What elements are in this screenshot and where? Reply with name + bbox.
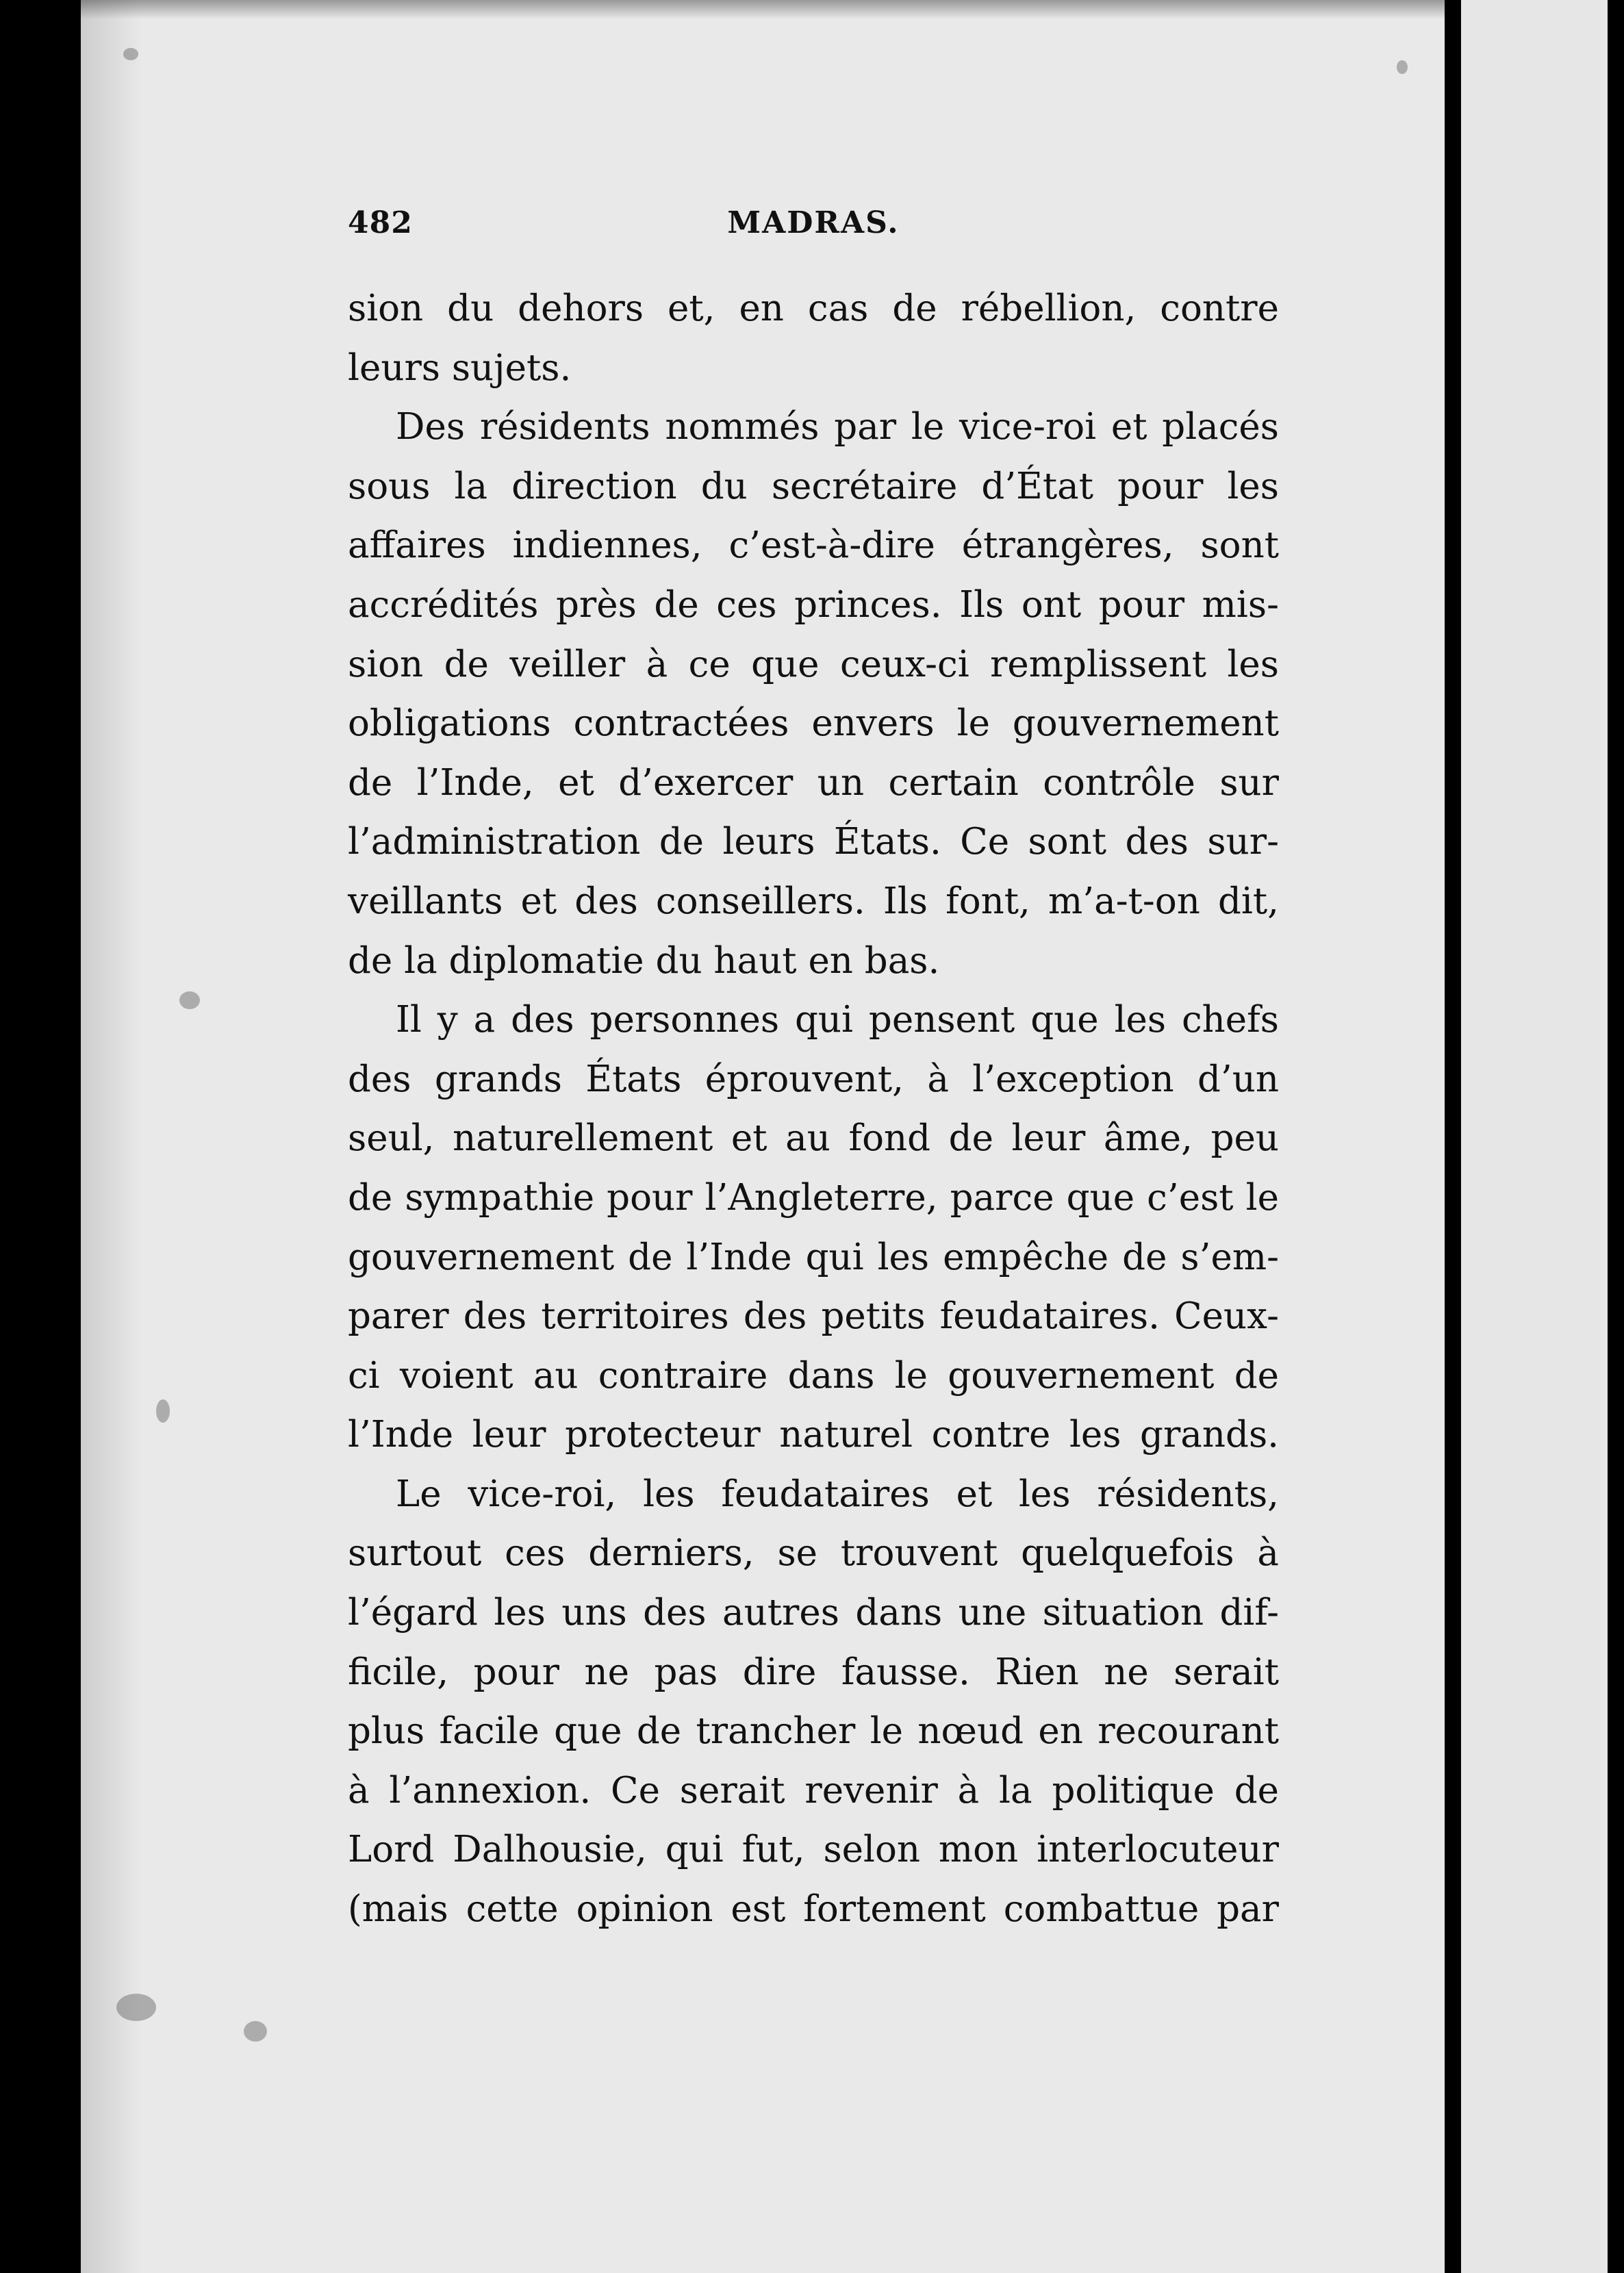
- page-number: 482: [348, 205, 413, 240]
- paper-speck: [156, 1399, 170, 1423]
- page-binding-shadow: [81, 0, 142, 2273]
- text-line: Lord Dalhousie, qui fut, selon mon interlocuteur: [348, 1829, 1279, 1871]
- text-line: l’Inde leur protecteur naturel contre les grands.: [348, 1414, 1279, 1456]
- paper-speck: [1397, 60, 1408, 74]
- paper-speck: [116, 1994, 156, 2021]
- text-line: sion de veiller à ce que ceux-ci remplissent les: [348, 643, 1279, 685]
- running-title: MADRAS.: [727, 205, 900, 240]
- text-line: des grands États éprouvent, à l’exception d’un: [348, 1058, 1279, 1100]
- text-line: veillants et des conseillers. Ils font, m’a-t-on dit,: [348, 880, 1279, 922]
- text-line: obligations contractées envers le gouvernement: [348, 702, 1279, 745]
- text-line: seul, naturellement et au fond de leur âme, peu: [348, 1117, 1279, 1160]
- page-top-edge-shadow: [81, 0, 1456, 19]
- text-line: gouvernement de l’Inde qui les empêche de s’em-: [348, 1236, 1279, 1278]
- text-line: sous la direction du secrétaire d’État pour les: [348, 465, 1279, 507]
- page-gutter-rule: [1445, 0, 1461, 2273]
- paper-speck: [244, 2021, 267, 2042]
- paper-speck: [179, 991, 200, 1009]
- paper-speck: [123, 48, 138, 60]
- text-line: de l’Inde, et d’exercer un certain contrôle sur: [348, 761, 1279, 804]
- text-line: leurs sujets.: [348, 346, 572, 389]
- adjacent-page-edge: [1461, 0, 1624, 2273]
- scan-border-right: [1608, 0, 1624, 2273]
- text-line: surtout ces derniers, se trouvent quelquefois à: [348, 1532, 1279, 1575]
- body-text: [348, 279, 1279, 1940]
- text-line: affaires indiennes, c’est-à-dire étrangères, sont: [348, 524, 1279, 567]
- text-line: ci voient au contraire dans le gouvernement de: [348, 1354, 1279, 1397]
- text-line: parer des territoires des petits feudataires. Ceux-: [348, 1295, 1279, 1338]
- text-line: ficile, pour ne pas dire fausse. Rien ne serait: [348, 1651, 1279, 1693]
- text-line: Le vice-roi, les feudataires et les résidents,: [396, 1473, 1279, 1515]
- running-head: [348, 205, 1279, 253]
- text-line: plus facile que de trancher le nœud en recourant: [348, 1710, 1279, 1753]
- text-line: de sympathie pour l’Angleterre, parce que c’est le: [348, 1176, 1279, 1219]
- text-line: l’administration de leurs États. Ce sont des sur-: [348, 821, 1279, 863]
- text-line: Il y a des personnes qui pensent que les chefs: [396, 999, 1279, 1041]
- text-line: (mais cette opinion est fortement combattue par: [348, 1888, 1279, 1931]
- text-line: à l’annexion. Ce serait revenir à la politique de: [348, 1769, 1279, 1812]
- text-line: accrédités près de ces princes. Ils ont pour mis-: [348, 583, 1279, 626]
- text-line: sion du dehors et, en cas de rébellion, contre: [348, 288, 1279, 329]
- text-line: l’égard les uns des autres dans une situation dif-: [348, 1592, 1279, 1634]
- text-line: de la diplomatie du haut en bas.: [348, 939, 940, 982]
- text-line: Des résidents nommés par le vice-roi et placés: [396, 406, 1279, 448]
